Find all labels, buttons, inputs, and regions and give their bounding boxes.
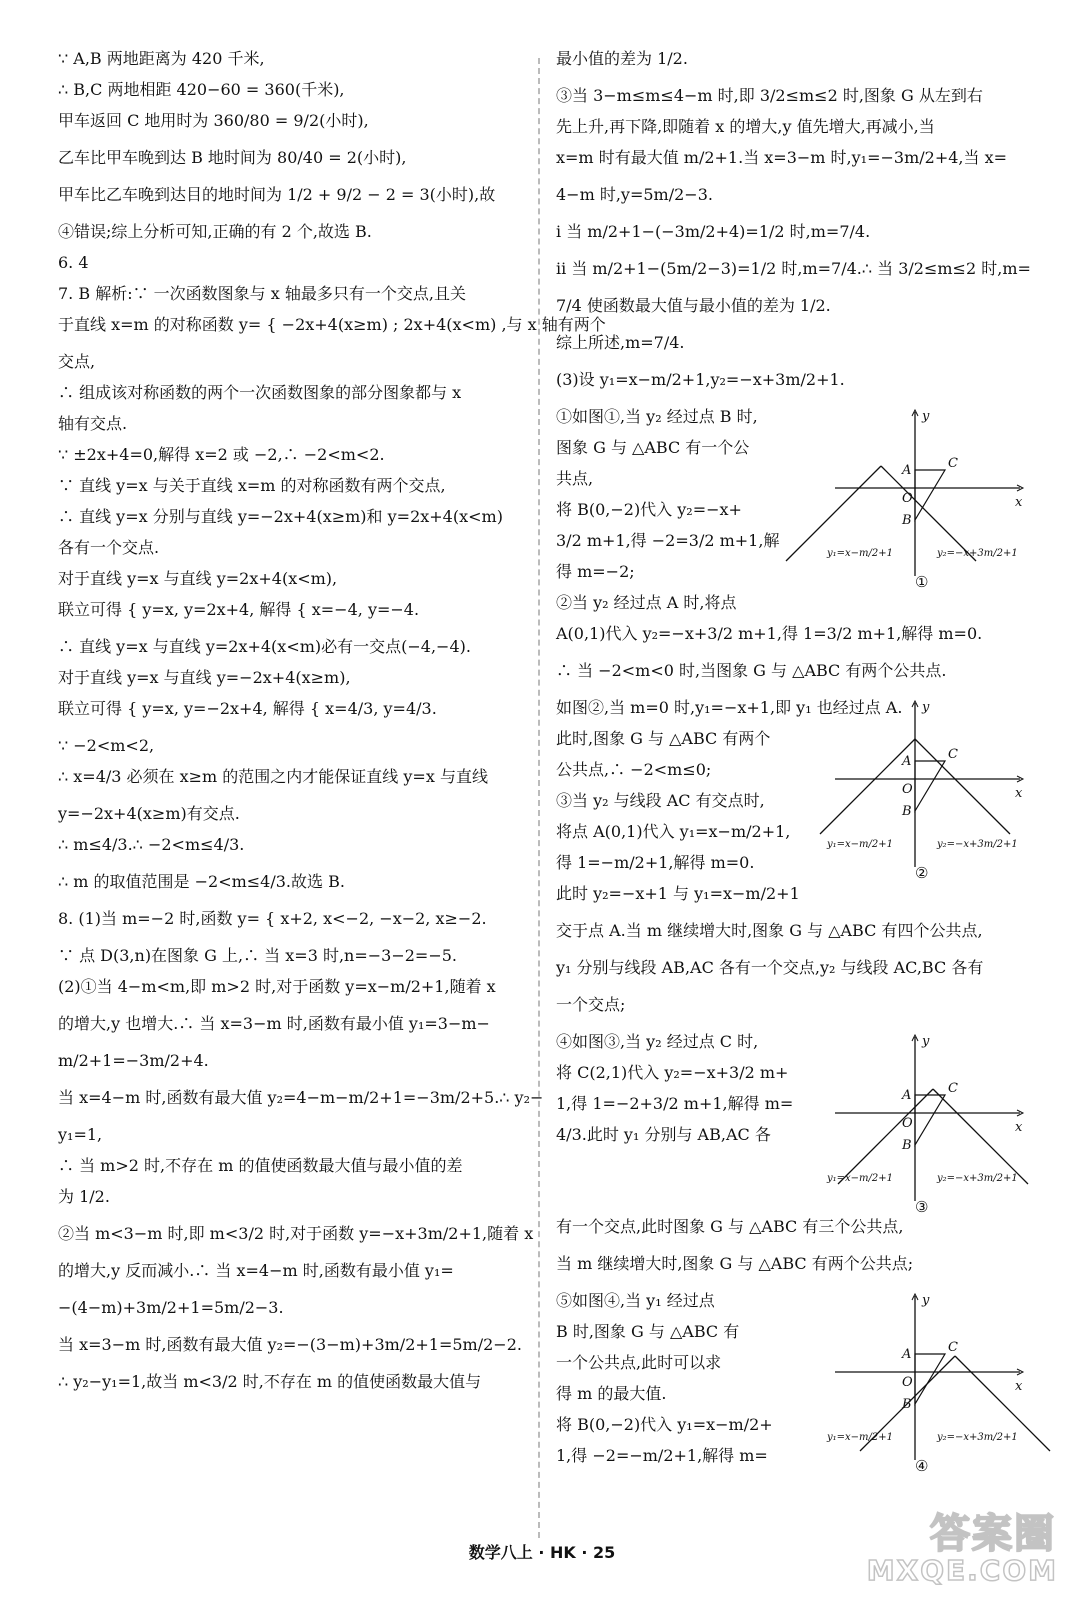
text-line: 一个公共点,此时可以求: [556, 1353, 722, 1372]
page-footer: 数学八上 · HK · 25: [468, 1543, 616, 1562]
text-line: 公共点,∴ −2<m≤0;: [556, 760, 712, 779]
text-line: −(4−m)+3m/2+1=5m/2−3.: [58, 1298, 284, 1317]
text-line: ∵ ±2x+4=0,解得 x=2 或 −2,∴ −2<m<2.: [58, 445, 385, 464]
text-line: 共点,: [556, 469, 594, 488]
right-column: [556, 48, 1030, 1540]
text-line: 各有一个交点.: [58, 538, 160, 557]
x-axis-label: x: [1015, 1120, 1023, 1135]
watermark-logo: [866, 1502, 1066, 1592]
text-line: ④错误;综上分析可知,正确的有 2 个,故选 B.: [58, 222, 372, 241]
text-line: 7. B 解析:∵ 一次函数图象与 x 轴最多只有一个交点,且关: [58, 284, 466, 303]
text-line: A(0,1)代入 y₂=−x+3/2 m+1,得 1=3/2 m+1,解得 m=0.: [556, 624, 983, 643]
graph-figure: [825, 697, 1030, 882]
text-line: 1,得 1=−2+3/2 m+1,解得 m=: [556, 1094, 794, 1113]
watermark-title: 答案圈: [930, 1511, 1056, 1557]
figure-text: [556, 1031, 825, 1216]
y2-equation-label: y₂=−x+3m/2+1: [937, 548, 1018, 559]
point-b-label: B: [902, 804, 912, 819]
y1-equation-label: y₁=x−m/2+1: [827, 839, 894, 850]
figure-graph: [825, 1031, 1030, 1216]
text-line: 对于直线 y=x 与直线 y=−2x+4(x≥m),: [58, 668, 351, 687]
y2-equation-label: y₂=−x+3m/2+1: [937, 1432, 1018, 1443]
point-c-label: C: [948, 1081, 958, 1096]
text-line: 当 x=3−m 时,函数有最大值 y₂=−(3−m)+3m/2+1=5m/2−2.: [58, 1335, 522, 1354]
text-line: 最小值的差为 1/2.: [556, 49, 688, 68]
triangle-abc: [915, 470, 945, 520]
y-axis-label: y: [922, 700, 930, 715]
x-axis-label: x: [1015, 495, 1023, 510]
text-line: 当 m 继续增大时,图象 G 与 △ABC 有两个公共点;: [556, 1254, 914, 1273]
text-line: 的增大,y 反而减小.∴ 当 x=4−m 时,函数有最小值 y₁=: [58, 1261, 454, 1280]
text-line: 一个交点;: [556, 995, 626, 1014]
origin-label: O: [902, 782, 913, 797]
figure-graph: [825, 406, 1030, 591]
origin-label: O: [902, 491, 913, 506]
text-line: 如图②,当 m=0 时,y₁=−x+1,即 y₁ 也经过点 A.: [556, 698, 903, 717]
text-line: 综上所述,m=7/4.: [556, 333, 685, 352]
text-line: ⅰ 当 m/2+1−(−3m/2+4)=1/2 时,m=7/4.: [556, 222, 871, 241]
text-line: (2)①当 4−m<m,即 m>2 时,对于函数 y=x−m/2+1,随着 x: [58, 977, 496, 996]
text-line: 7/4 使函数最大值与最小值的差为 1/2.: [556, 296, 831, 315]
point-a-label: A: [902, 754, 912, 769]
text-line: 1,得 −2=−m/2+1,解得 m=: [556, 1446, 768, 1465]
text-line: 有一个交点,此时图象 G 与 △ABC 有三个公共点,: [556, 1217, 904, 1236]
y1-equation-label: y₁=x−m/2+1: [827, 548, 894, 559]
graph-figure: [825, 406, 1030, 591]
y-axis-label: y: [922, 1034, 930, 1049]
y1-equation-label: y₁=x−m/2+1: [827, 1173, 894, 1184]
point-a-label: A: [902, 1347, 912, 1362]
text-line: 8. (1)当 m=−2 时,函数 y= { x+2, x<−2, −x−2, x≥−2.: [58, 909, 487, 928]
text-line: ∴ m 的取值范围是 −2<m≤4/3.故选 B.: [58, 872, 345, 891]
text-line: 得 m 的最大值.: [556, 1384, 667, 1403]
text-line: ②当 y₂ 经过点 A 时,将点: [556, 593, 737, 612]
text-line: ∵ −2<m<2,: [58, 736, 155, 755]
watermark-url: MXQE.COM: [866, 1554, 1058, 1587]
point-b-label: B: [902, 1138, 912, 1153]
text-line: ∴ 当 −2<m<0 时,当图象 G 与 △ABC 有两个公共点.: [556, 661, 947, 680]
text-line: 将点 A(0,1)代入 y₁=x−m/2+1,: [556, 822, 791, 841]
text-line: ∵ A,B 两地距离为 420 千米,: [58, 49, 265, 68]
triangle-abc: [915, 761, 945, 811]
text-line: 3/2 m+1,得 −2=3/2 m+1,解: [556, 531, 780, 550]
text-line: ∵ 直线 y=x 与关于直线 x=m 的对称函数有两个交点,: [58, 476, 446, 495]
figure-graph: [825, 1290, 1030, 1475]
text-line: B 时,图象 G 与 △ABC 有: [556, 1322, 740, 1341]
figure-graph: [825, 697, 1030, 882]
text-line: ∴ m≤4/3.∴ −2<m≤4/3.: [58, 835, 245, 854]
text-line: 为 1/2.: [58, 1187, 110, 1206]
text-line: 得 1=−m/2+1,解得 m=0.: [556, 853, 755, 872]
text-line: ∴ 直线 y=x 分别与直线 y=−2x+4(x≥m)和 y=2x+4(x<m): [58, 507, 503, 526]
line-y1: [838, 1089, 933, 1184]
origin-label: O: [902, 1375, 913, 1390]
x-axis-label: x: [1015, 1379, 1023, 1394]
line-y2: [881, 466, 976, 561]
figure-caption: ④: [915, 1457, 929, 1475]
text-line: 先上升,再下降,即随着 x 的增大,y 值先增大,再减小,当: [556, 117, 935, 136]
text-line: 甲车返回 C 地用时为 360/80 = 9/2(小时),: [58, 111, 369, 130]
text-line: 将 B(0,−2)代入 y₁=x−m/2+: [556, 1415, 773, 1434]
y-axis-label: y: [922, 1293, 930, 1308]
text-line: (3)设 y₁=x−m/2+1,y₂=−x+3m/2+1.: [556, 370, 845, 389]
text-line: ①如图①,当 y₂ 经过点 B 时,: [556, 407, 758, 426]
text-line: 6. 4: [58, 253, 89, 272]
figure-text: [556, 1290, 825, 1476]
text-line: 图象 G 与 △ABC 有一个公: [556, 438, 750, 457]
figure-caption: ①: [915, 573, 929, 591]
y2-equation-label: y₂=−x+3m/2+1: [937, 1173, 1018, 1184]
text-line: 将 B(0,−2)代入 y₂=−x+: [556, 500, 742, 519]
figure-text: [556, 406, 825, 623]
figure-block: [556, 1290, 1030, 1476]
text-line: ∴ y₂−y₁=1,故当 m<3/2 时,不存在 m 的值使函数最大值与: [58, 1372, 482, 1391]
figure-caption: ③: [915, 1198, 929, 1216]
text-line: 4−m 时,y=5m/2−3.: [556, 185, 713, 204]
point-a-label: A: [902, 1088, 912, 1103]
text-line: m/2+1=−3m/2+4.: [58, 1051, 209, 1070]
text-line: 交于点 A.当 m 继续增大时,图象 G 与 △ABC 有四个公共点,: [556, 921, 983, 940]
text-line: ③当 y₂ 与线段 AC 有交点时,: [556, 791, 765, 810]
figure-caption: ②: [915, 864, 929, 882]
text-line: 得 m=−2;: [556, 562, 635, 581]
graph-figure: [825, 1031, 1030, 1216]
text-line: 甲车比乙车晚到达目的地时间为 1/2 + 9/2 − 2 = 3(小时),故: [58, 185, 496, 204]
text-line: 的增大,y 也增大.∴ 当 x=3−m 时,函数有最小值 y₁=3−m−: [58, 1014, 490, 1033]
point-c-label: C: [948, 456, 958, 471]
text-line: 乙车比甲车晚到达 B 地时间为 80/40 = 2(小时),: [58, 148, 407, 167]
figure-text: [556, 697, 903, 883]
figure-block: [556, 406, 1030, 623]
text-line: x=m 时有最大值 m/2+1.当 x=3−m 时,y₁=−3m/2+4,当 x=: [556, 148, 1008, 167]
line-y1: [820, 739, 915, 834]
text-line: y₁=1,: [58, 1125, 103, 1144]
y-axis-label: y: [922, 409, 930, 424]
y2-equation-label: y₂=−x+3m/2+1: [937, 839, 1018, 850]
text-line: ∴ 当 m>2 时,不存在 m 的值使函数最大值与最小值的差: [58, 1156, 463, 1175]
text-line: ∴ 组成该对称函数的两个一次函数图象的部分图象都与 x: [58, 383, 462, 402]
text-line: 于直线 x=m 的对称函数 y= { −2x+4(x≥m) ; 2x+4(x<m) ,与 x 轴有两个: [58, 315, 606, 334]
text-line: ⑤如图④,当 y₁ 经过点: [556, 1291, 715, 1310]
text-line: ⅱ 当 m/2+1−(5m/2−3)=1/2 时,m=7/4.∴ 当 3/2≤m≤2 时,m=: [556, 259, 1031, 278]
origin-label: O: [902, 1116, 913, 1131]
text-line: 联立可得 { y=x, y=−2x+4, 解得 { x=4/3, y=4/3.: [58, 699, 437, 718]
text-line: 联立可得 { y=x, y=2x+4, 解得 { x=−4, y=−4.: [58, 600, 420, 619]
y1-equation-label: y₁=x−m/2+1: [827, 1432, 894, 1443]
text-line: 此时 y₂=−x+1 与 y₁=x−m/2+1: [556, 884, 800, 903]
text-line: y=−2x+4(x≥m)有交点.: [58, 804, 240, 823]
text-line: 交点,: [58, 352, 96, 371]
line-y2: [933, 1089, 1028, 1184]
text-line: 将 C(2,1)代入 y₂=−x+3/2 m+: [556, 1063, 789, 1082]
text-line: ∴ x=4/3 必须在 x≥m 的范围之内才能保证直线 y=x 与直线: [58, 767, 488, 786]
point-b-label: B: [902, 1397, 912, 1412]
text-line: 此时,图象 G 与 △ABC 有两个: [556, 729, 771, 748]
figure-block: [556, 1031, 1030, 1216]
triangle-abc: [915, 1354, 945, 1404]
column-divider: [538, 58, 540, 1538]
text-line: y₁ 分别与线段 AB,AC 各有一个交点,y₂ 与线段 AC,BC 各有: [556, 958, 984, 977]
graph-figure: [825, 1290, 1030, 1475]
text-line: ∴ 直线 y=x 与直线 y=2x+4(x<m)必有一交点(−4,−4).: [58, 637, 471, 656]
point-c-label: C: [948, 1340, 958, 1355]
x-axis-label: x: [1015, 786, 1023, 801]
text-line: 4/3.此时 y₁ 分别与 AB,AC 各: [556, 1125, 771, 1144]
text-line: ④如图③,当 y₂ 经过点 C 时,: [556, 1032, 759, 1051]
text-line: 轴有交点.: [58, 414, 128, 433]
text-line: ∵ 点 D(3,n)在图象 G 上,∴ 当 x=3 时,n=−3−2=−5.: [58, 946, 458, 965]
text-line: ③当 3−m≤m≤4−m 时,即 3/2≤m≤2 时,图象 G 从左到右: [556, 86, 983, 105]
point-a-label: A: [902, 463, 912, 478]
text-line: ∴ B,C 两地相距 420−60 = 360(千米),: [58, 80, 345, 99]
text-line: ②当 m<3−m 时,即 m<3/2 时,对于函数 y=−x+3m/2+1,随着 x: [58, 1224, 534, 1243]
text-line: 对于直线 y=x 与直线 y=2x+4(x<m),: [58, 569, 338, 588]
point-b-label: B: [902, 513, 912, 528]
point-c-label: C: [948, 747, 958, 762]
figure-block: [556, 697, 1030, 883]
text-line: 当 x=4−m 时,函数有最大值 y₂=4−m−m/2+1=−3m/2+5.∴ y₂−: [58, 1088, 544, 1107]
